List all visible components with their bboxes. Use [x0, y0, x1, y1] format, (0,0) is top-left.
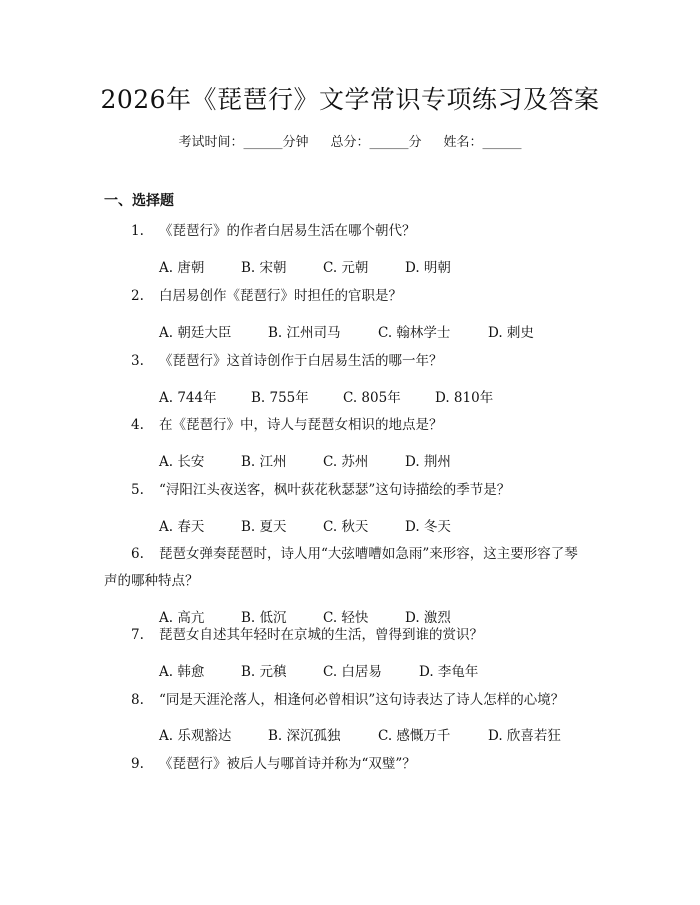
option: B. 江州: [241, 454, 287, 470]
question-number: 8.: [131, 692, 144, 708]
exam-score: 总分：______分: [330, 135, 422, 150]
option: B. 深沉孤独: [268, 728, 341, 744]
question-3: [131, 348, 611, 375]
option: A. 唐朝: [159, 260, 205, 276]
document-title: 2026年《琵琶行》文学常识专项练习及答案: [100, 85, 600, 114]
section-heading: 一、选择题: [104, 193, 174, 209]
option: A. 长安: [159, 454, 205, 470]
option: C. 秋天: [323, 519, 369, 535]
option: C. 805年: [343, 390, 401, 406]
question-number: 4.: [131, 417, 144, 433]
option: D. 荆州: [405, 454, 451, 470]
option: D. 明朝: [405, 260, 451, 276]
exam-meta: [0, 131, 700, 150]
question-number: 2.: [131, 288, 144, 304]
question-7: [131, 622, 611, 649]
option: B. 宋朝: [241, 260, 287, 276]
question-6: [131, 541, 611, 568]
question-text: 《琵琶行》的作者白居易生活在哪个朝代？: [159, 223, 416, 239]
question-text-continued: 声的哪种特点？: [104, 573, 199, 589]
question-number: 9.: [131, 756, 144, 772]
option: D. 冬天: [405, 519, 451, 535]
option: D. 激烈: [405, 610, 451, 626]
question-5-options: [159, 515, 473, 535]
option: A. 韩愈: [159, 664, 205, 680]
question-text: 白居易创作《琵琶行》时担任的官职是？: [159, 288, 402, 304]
question-3-options: [159, 386, 515, 406]
question-text: 琵琶女弹奏琵琶时，诗人用“大弦嘈嘈如急雨”来形容，这主要形容了琴: [159, 546, 578, 562]
question-7-options: [159, 660, 500, 680]
option: A. 高亢: [159, 610, 205, 626]
question-4-options: [159, 450, 473, 470]
option: C. 感慨万千: [378, 728, 451, 744]
option: C. 元朝: [323, 260, 369, 276]
question-2-options: [159, 321, 556, 341]
option: C. 轻快: [323, 610, 369, 626]
question-text: “浔阳江头夜送客，枫叶荻花秋瑟瑟”这句诗描绘的季节是？: [159, 482, 511, 498]
question-number: 5.: [131, 482, 144, 498]
option: D. 欣喜若狂: [488, 728, 561, 744]
option: B. 元稹: [241, 664, 287, 680]
question-5: [131, 477, 611, 504]
question-1-options: [159, 256, 473, 276]
question-number: 1.: [131, 223, 144, 239]
option: A. 春天: [159, 519, 205, 535]
option: C. 白居易: [323, 664, 382, 680]
option: A. 朝廷大臣: [159, 325, 232, 341]
option: B. 755年: [251, 390, 309, 406]
question-text: 《琵琶行》这首诗创作于白居易生活的哪一年？: [159, 353, 443, 369]
option: D. 刺史: [488, 325, 534, 341]
option: A. 乐观豁达: [159, 728, 232, 744]
question-text: “同是天涯沦落人，相逢何必曾相识”这句诗表达了诗人怎样的心境？: [159, 692, 565, 708]
option: B. 夏天: [241, 519, 287, 535]
question-text: 在《琵琶行》中，诗人与琵琶女相识的地点是？: [159, 417, 443, 433]
question-2: [131, 283, 611, 310]
option: C. 苏州: [323, 454, 369, 470]
exam-time: 考试时间：______分钟: [178, 135, 309, 150]
question-4: [131, 412, 611, 439]
question-1: [131, 218, 611, 245]
question-6-continued: [104, 568, 604, 595]
question-number: 6.: [131, 546, 144, 562]
option: B. 低沉: [241, 610, 287, 626]
option: C. 翰林学士: [378, 325, 451, 341]
question-9: [131, 751, 611, 778]
question-text: 琵琶女自述其年轻时在京城的生活，曾得到谁的赏识？: [159, 627, 483, 643]
question-number: 3.: [131, 353, 144, 369]
option: A. 744年: [159, 390, 217, 406]
option: D. 李龟年: [419, 664, 479, 680]
option: B. 江州司马: [268, 325, 341, 341]
option: D. 810年: [435, 390, 494, 406]
exam-name: 姓名：______: [443, 135, 522, 150]
question-text: 《琵琶行》被后人与哪首诗并称为“双璧”？: [159, 756, 416, 772]
question-number: 7.: [131, 627, 144, 643]
question-8: [131, 687, 651, 714]
question-8-options: [159, 724, 583, 744]
